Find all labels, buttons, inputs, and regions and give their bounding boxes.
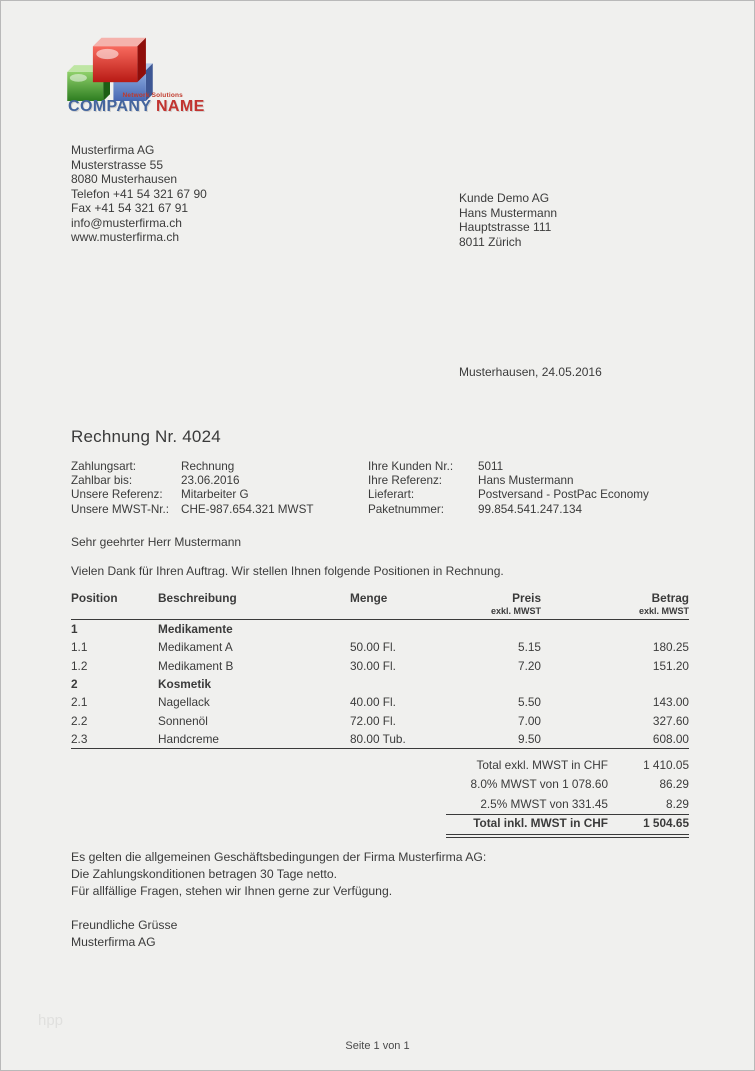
recipient-city: 8011 Zürich xyxy=(459,234,522,249)
sender-street: Musterstrasse 55 xyxy=(71,157,164,172)
meta-value: 5011 xyxy=(478,460,504,473)
meta-label: Zahlbar bis: xyxy=(71,474,133,488)
sender-fax: Fax +41 54 321 67 91 xyxy=(71,201,189,215)
regards-line: Freundliche Grüsse xyxy=(71,918,178,932)
watermark-text: hpp xyxy=(38,1012,64,1029)
intro-text: Vielen Dank für Ihren Auftrag. Wir stellen Ihnen folgende Positionen in Rechnung. xyxy=(71,564,504,578)
meta-row xyxy=(368,488,649,502)
recipient-company: Kunde Demo AG xyxy=(459,191,550,205)
meta-value: Postversand - PostPac Economy xyxy=(478,488,649,502)
cell-position: 2.3 xyxy=(71,731,88,746)
closing-line: Die Zahlungskonditionen betragen 30 Tage netto. xyxy=(71,867,338,882)
company-logo xyxy=(65,34,205,120)
sender-email: info@musterfirma.ch xyxy=(71,215,182,230)
cell-position: 2.1 xyxy=(71,695,88,710)
cell-price: 7.20 xyxy=(518,658,541,673)
cell-amount: 151.20 xyxy=(652,658,689,673)
closing-line: Es gelten die allgemeinen Geschäftsbedingungen der Firma Musterfirma AG: xyxy=(71,850,487,864)
meta-row xyxy=(71,503,314,517)
recipient-street: Hauptstrasse 111 xyxy=(459,220,552,234)
meta-label: Ihre Referenz: xyxy=(368,474,443,488)
cell-description: Medikament A xyxy=(158,640,233,655)
header-price-sub: exkl. MWST xyxy=(490,606,541,616)
cell-amount: 143.00 xyxy=(652,695,689,710)
sender-website: www.musterfirma.ch xyxy=(71,230,180,244)
cell-description: Nagellack xyxy=(158,695,210,710)
invoice-meta-left xyxy=(71,460,314,517)
meta-row xyxy=(368,503,649,517)
header-amount xyxy=(541,591,689,616)
totals-row-grand xyxy=(71,814,689,834)
header-amount-sub: exkl. MWST xyxy=(638,606,689,616)
table-header-row xyxy=(71,591,689,620)
totals-rule xyxy=(446,814,689,815)
meta-row xyxy=(368,474,649,488)
cell-qty: 72.00 Fl. xyxy=(350,713,396,728)
totals-value: 8.29 xyxy=(666,796,689,811)
page-number: Seite 1 von 1 xyxy=(345,1040,410,1052)
table-body xyxy=(71,620,689,749)
cell-position: 1 xyxy=(71,622,78,637)
totals-label: Total exkl. MWST in CHF xyxy=(476,757,608,772)
header-description: Beschreibung xyxy=(158,591,237,605)
meta-row xyxy=(71,488,314,502)
cell-description: Medikament B xyxy=(158,658,234,673)
header-qty: Menge xyxy=(350,591,388,605)
sender-city: 8080 Musterhausen xyxy=(71,172,178,186)
place-date-line: Musterhausen, 24.05.2016 xyxy=(459,365,602,379)
closing-line: Für allfällige Fragen, stehen wir Ihnen gerne zur Verfügung. xyxy=(71,884,393,899)
table-row xyxy=(71,657,689,675)
invoice-title: Rechnung Nr. 4024 xyxy=(71,427,221,446)
cell-qty: 80.00 Tub. xyxy=(350,731,406,746)
header-position: Position xyxy=(71,591,118,605)
meta-label: Unsere MWST-Nr.: xyxy=(71,502,170,516)
meta-row xyxy=(71,460,314,474)
cell-price: 5.15 xyxy=(518,640,541,655)
table-row xyxy=(71,675,689,693)
table-row xyxy=(71,711,689,729)
meta-label: Lieferart: xyxy=(368,488,415,502)
meta-label: Zahlungsart: xyxy=(71,460,136,473)
header-price-label: Preis xyxy=(512,591,541,605)
cell-qty: 30.00 Fl. xyxy=(350,658,396,673)
cell-qty: 50.00 Fl. xyxy=(350,640,396,655)
meta-value: 23.06.2016 xyxy=(181,474,240,488)
totals-value: 86.29 xyxy=(659,777,689,792)
recipient-name: Hans Mustermann xyxy=(459,205,558,220)
meta-row xyxy=(368,460,649,474)
meta-value: Mitarbeiter G xyxy=(181,488,249,502)
sender-company: Musterfirma AG xyxy=(71,143,155,157)
cell-price: 5.50 xyxy=(518,695,541,710)
cell-position: 2 xyxy=(71,677,78,692)
logo-tagline: Network Solutions xyxy=(122,92,183,99)
totals-row xyxy=(71,755,689,775)
meta-label: Ihre Kunden Nr.: xyxy=(368,460,454,473)
totals-label: Total inkl. MWST in CHF xyxy=(473,816,608,831)
logo-brand-name: NAME xyxy=(155,98,205,115)
totals-label: 2.5% MWST von 331.45 xyxy=(480,796,608,811)
meta-label: Paketnummer: xyxy=(368,502,444,516)
sender-address-block xyxy=(71,143,207,245)
salutation: Sehr geehrter Herr Mustermann xyxy=(71,535,242,549)
recipient-address-block xyxy=(459,191,557,249)
table-row xyxy=(71,638,689,656)
logo-brand-company: COMPANY xyxy=(68,98,152,115)
cell-description: Medikamente xyxy=(158,622,233,637)
totals-label: 8.0% MWST von 1 078.60 xyxy=(470,777,608,792)
items-table xyxy=(71,591,689,749)
logo-brand xyxy=(68,98,205,116)
totals-row xyxy=(71,775,689,795)
regards-block xyxy=(71,917,177,950)
header-amount-label: Betrag xyxy=(651,591,689,605)
invoice-meta-right xyxy=(368,460,649,517)
cell-position: 1.1 xyxy=(71,640,88,655)
meta-row xyxy=(71,474,314,488)
totals-double-rule xyxy=(446,834,689,838)
closing-text xyxy=(71,849,486,901)
totals-block xyxy=(71,755,689,833)
cell-qty: 40.00 Fl. xyxy=(350,695,396,710)
table-row xyxy=(71,730,689,748)
regards-line: Musterfirma AG xyxy=(71,934,156,949)
table-row xyxy=(71,693,689,711)
totals-value: 1 504.65 xyxy=(643,816,689,831)
cell-price: 7.00 xyxy=(518,713,541,728)
cell-description: Kosmetik xyxy=(158,677,212,692)
cell-description: Sonnenöl xyxy=(158,713,208,728)
cell-position: 2.2 xyxy=(71,713,88,728)
cell-price: 9.50 xyxy=(518,731,541,746)
totals-value: 1 410.05 xyxy=(643,757,689,772)
cell-amount: 180.25 xyxy=(652,640,689,655)
meta-value: 99.854.541.247.134 xyxy=(478,502,582,516)
meta-label: Unsere Referenz: xyxy=(71,488,163,502)
cell-position: 1.2 xyxy=(71,658,88,673)
meta-value: Rechnung xyxy=(181,460,235,473)
meta-value: Hans Mustermann xyxy=(478,474,574,488)
meta-value: CHE-987.654.321 MWST xyxy=(181,502,314,516)
totals-row xyxy=(71,794,689,814)
sender-phone: Telefon +41 54 321 67 90 xyxy=(71,186,207,201)
cell-amount: 327.60 xyxy=(652,713,689,728)
cell-description: Handcreme xyxy=(158,731,219,746)
header-price xyxy=(460,591,541,616)
cell-amount: 608.00 xyxy=(652,731,689,746)
table-row xyxy=(71,620,689,638)
